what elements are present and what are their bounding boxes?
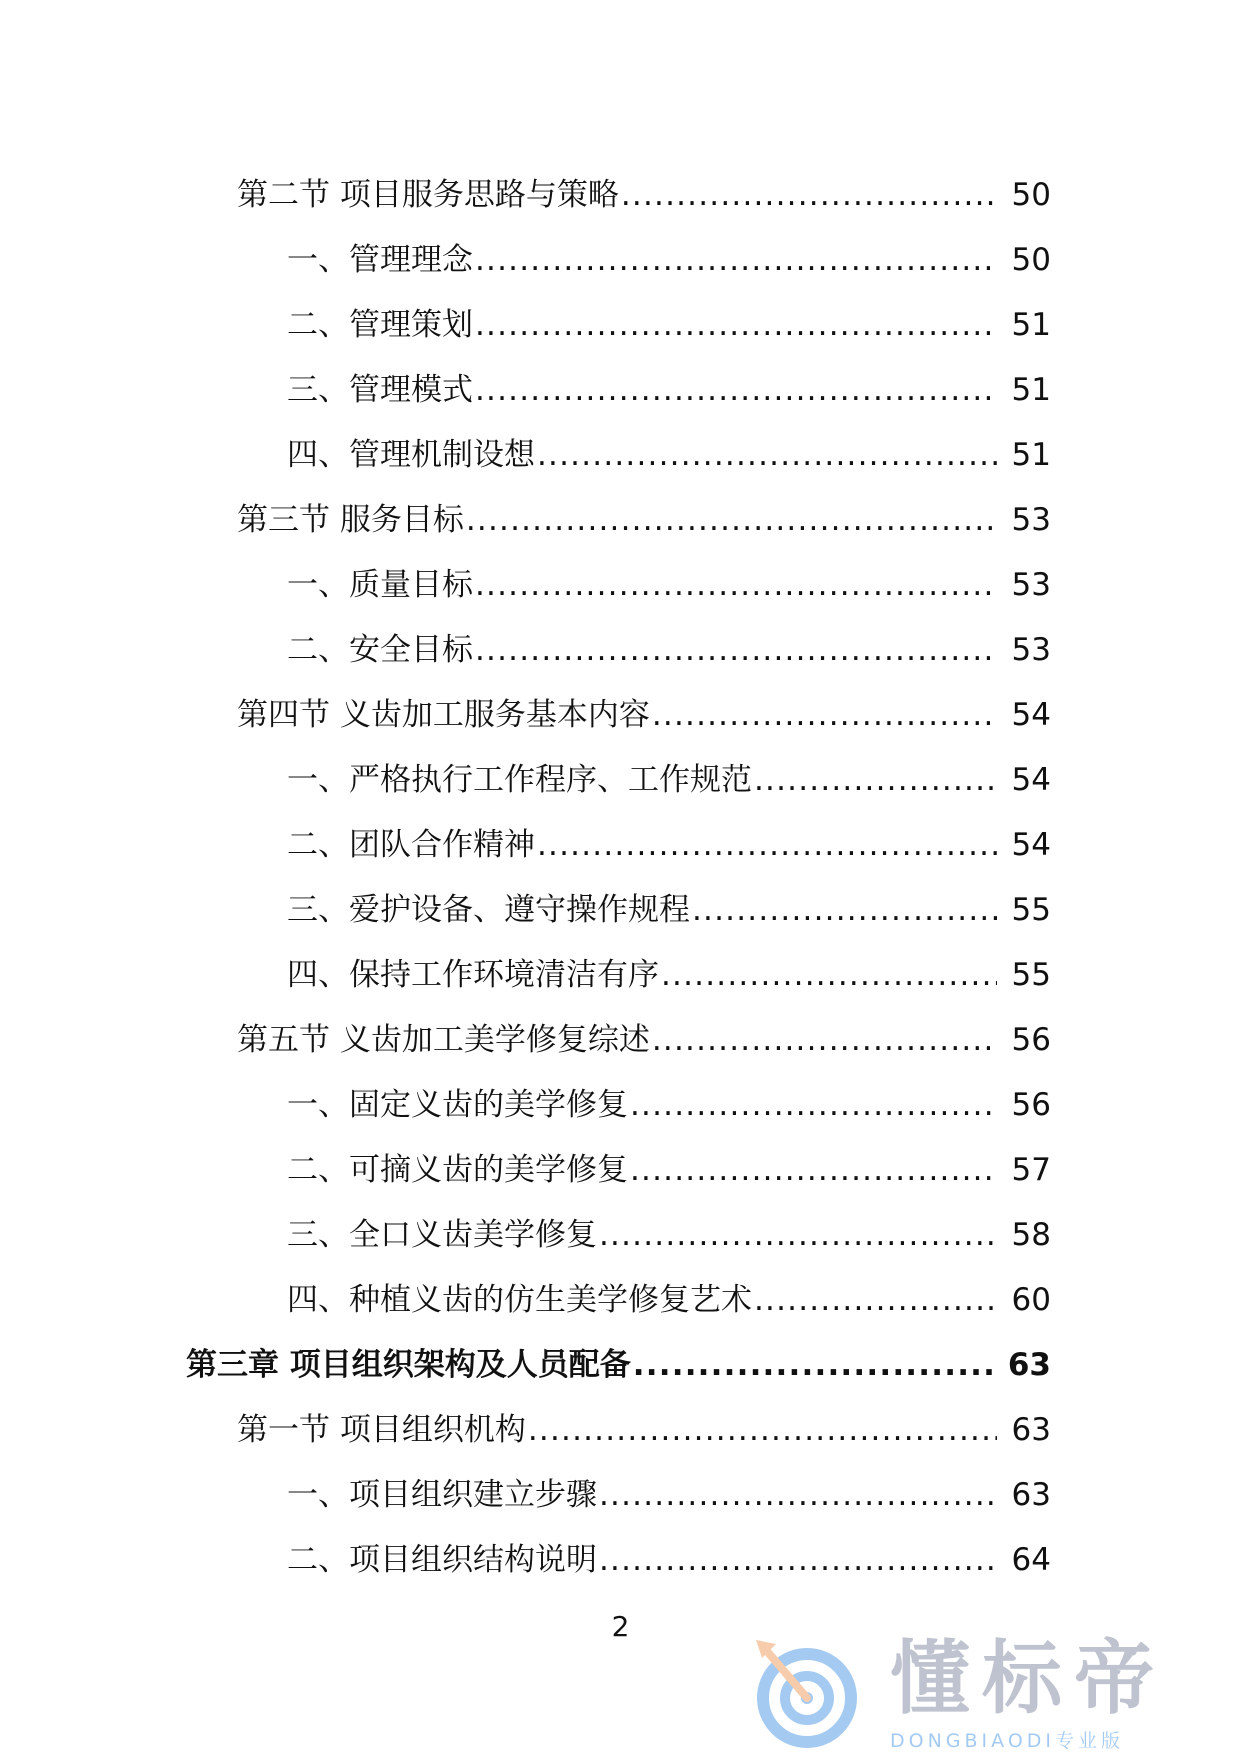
- toc-entry-page: 64: [1011, 1541, 1051, 1578]
- toc-dot-leader: [475, 305, 997, 345]
- toc-entry-page: 50: [1011, 176, 1051, 213]
- toc-entry-title: 三、全口义齿美学修复: [287, 1216, 597, 1253]
- table-of-contents: [0, 162, 1241, 1592]
- toc-entry-title: 第五节 义齿加工美学修复综述: [237, 1021, 650, 1058]
- toc-entry[interactable]: [0, 1267, 1241, 1332]
- toc-dot-leader: [466, 500, 997, 540]
- toc-entry[interactable]: [0, 552, 1241, 617]
- toc-entry-title: 二、项目组织结构说明: [287, 1541, 597, 1578]
- toc-dot-leader: [630, 1150, 997, 1190]
- toc-entry-title: 三、爱护设备、遵守操作规程: [287, 891, 690, 928]
- toc-entry-title: 二、安全目标: [287, 631, 473, 668]
- toc-entry-page: 55: [1011, 891, 1051, 928]
- toc-entry-page: 54: [1011, 826, 1051, 863]
- toc-dot-leader: [475, 630, 997, 670]
- toc-entry[interactable]: [0, 747, 1241, 812]
- toc-dot-leader: [475, 370, 997, 410]
- toc-entry[interactable]: [0, 1332, 1241, 1397]
- toc-entry[interactable]: [0, 487, 1241, 552]
- toc-dot-leader: [652, 695, 997, 735]
- toc-dot-leader: [633, 1345, 997, 1385]
- toc-entry[interactable]: [0, 1527, 1241, 1592]
- toc-entry-page: 63: [1007, 1346, 1051, 1383]
- toc-dot-leader: [475, 565, 997, 605]
- toc-entry[interactable]: [0, 422, 1241, 487]
- toc-entry[interactable]: [0, 1007, 1241, 1072]
- toc-entry-page: 53: [1011, 501, 1051, 538]
- toc-dot-leader: [475, 240, 997, 280]
- target-logo-icon: [752, 1636, 862, 1751]
- toc-entry-page: 53: [1011, 566, 1051, 603]
- toc-entry-title: 四、保持工作环境清洁有序: [287, 956, 659, 993]
- toc-entry-page: 57: [1011, 1151, 1051, 1188]
- toc-dot-leader: [652, 1020, 997, 1060]
- toc-entry-title: 四、种植义齿的仿生美学修复艺术: [287, 1281, 752, 1318]
- toc-dot-leader: [599, 1215, 997, 1255]
- toc-entry-title: 二、团队合作精神: [287, 826, 535, 863]
- toc-entry-page: 51: [1011, 306, 1051, 343]
- toc-entry-title: 一、质量目标: [287, 566, 473, 603]
- toc-entry[interactable]: [0, 942, 1241, 1007]
- toc-entry-title: 一、固定义齿的美学修复: [287, 1086, 628, 1123]
- toc-entry-page: 51: [1011, 436, 1051, 473]
- toc-entry-page: 60: [1011, 1281, 1051, 1318]
- toc-entry-page: 63: [1011, 1476, 1051, 1513]
- toc-entry-page: 54: [1011, 696, 1051, 733]
- toc-dot-leader: [537, 435, 997, 475]
- toc-dot-leader: [754, 760, 997, 800]
- watermark-latin: DONGBIAODI: [890, 1730, 1056, 1752]
- toc-entry-title: 四、管理机制设想: [287, 436, 535, 473]
- toc-entry-page: 56: [1011, 1021, 1051, 1058]
- toc-dot-leader: [528, 1410, 997, 1450]
- toc-entry-title: 二、管理策划: [287, 306, 473, 343]
- watermark-subtitle: [890, 1726, 1124, 1753]
- toc-entry[interactable]: [0, 1462, 1241, 1527]
- toc-entry[interactable]: [0, 357, 1241, 422]
- watermark: [740, 1630, 1230, 1754]
- toc-dot-leader: [692, 890, 997, 930]
- toc-entry[interactable]: [0, 227, 1241, 292]
- toc-entry[interactable]: [0, 292, 1241, 357]
- toc-entry-page: 54: [1011, 761, 1051, 798]
- toc-entry-title: 三、管理模式: [287, 371, 473, 408]
- toc-entry-page: 53: [1011, 631, 1051, 668]
- toc-entry-page: 58: [1011, 1216, 1051, 1253]
- toc-entry[interactable]: [0, 1072, 1241, 1137]
- toc-dot-leader: [630, 1085, 997, 1125]
- toc-entry-title: 第四节 义齿加工服务基本内容: [237, 696, 650, 733]
- toc-entry-title: 第一节 项目组织机构: [237, 1411, 526, 1448]
- toc-entry[interactable]: [0, 812, 1241, 877]
- toc-entry-title: 一、管理理念: [287, 241, 473, 278]
- toc-dot-leader: [599, 1475, 997, 1515]
- toc-entry-title: 第三节 服务目标: [237, 501, 464, 538]
- toc-entry[interactable]: [0, 617, 1241, 682]
- toc-entry[interactable]: [0, 1397, 1241, 1462]
- toc-entry[interactable]: [0, 1202, 1241, 1267]
- toc-entry-page: 55: [1011, 956, 1051, 993]
- toc-entry[interactable]: [0, 682, 1241, 747]
- toc-entry[interactable]: [0, 162, 1241, 227]
- toc-entry-title: 一、项目组织建立步骤: [287, 1476, 597, 1513]
- page-number: 2: [611, 1610, 630, 1643]
- toc-entry-page: 50: [1011, 241, 1051, 278]
- toc-entry-page: 51: [1011, 371, 1051, 408]
- toc-dot-leader: [537, 825, 997, 865]
- toc-dot-leader: [599, 1540, 997, 1580]
- toc-entry-title: 二、可摘义齿的美学修复: [287, 1151, 628, 1188]
- toc-entry[interactable]: [0, 1137, 1241, 1202]
- toc-dot-leader: [661, 955, 997, 995]
- toc-dot-leader: [621, 175, 997, 215]
- toc-entry-title: 一、严格执行工作程序、工作规范: [287, 761, 752, 798]
- toc-entry-title: 第三章 项目组织架构及人员配备: [186, 1346, 631, 1383]
- watermark-brand: 懂标帝: [890, 1632, 1166, 1725]
- toc-entry-title: 第二节 项目服务思路与策略: [237, 176, 619, 213]
- toc-entry-page: 56: [1011, 1086, 1051, 1123]
- toc-dot-leader: [754, 1280, 997, 1320]
- toc-entry-page: 63: [1011, 1411, 1051, 1448]
- toc-entry[interactable]: [0, 877, 1241, 942]
- watermark-tag: 专业版: [1055, 1730, 1125, 1752]
